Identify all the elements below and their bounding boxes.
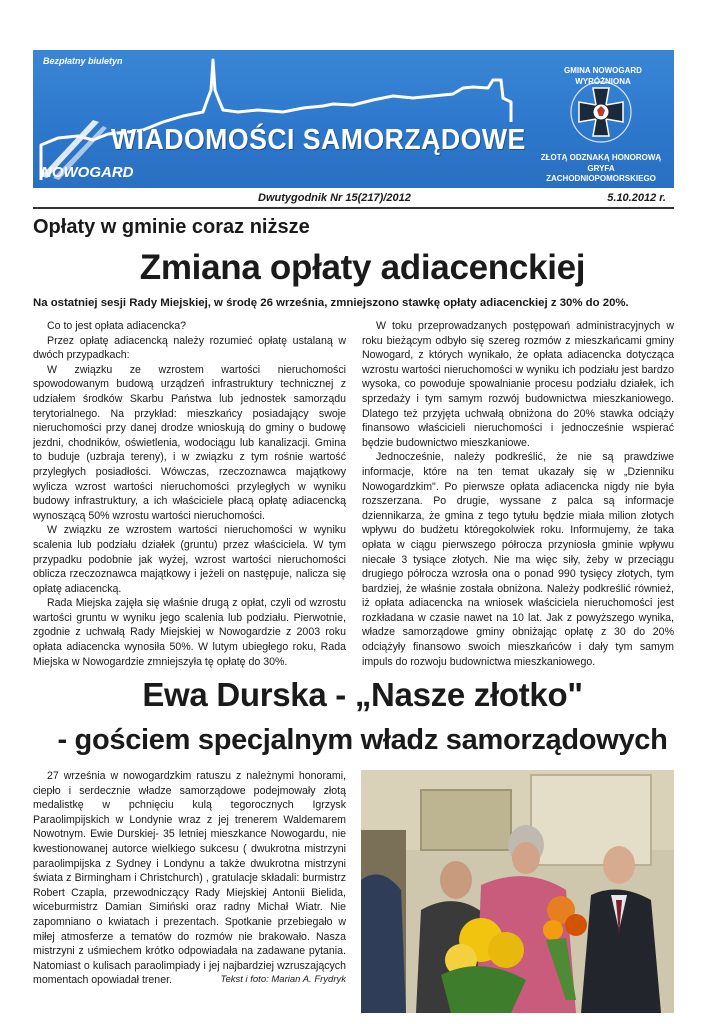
paragraph: W toku przeprowadzanych postępowań administracyjnych w roku bieżącym odbyło się szereg rozmów z mieszkańcami gminy Nowogard, z których wynikało, że opłata adiacencka dotycząca wzrostu wartości nieruchomości w wyniku ich podziału jest bardzo wysoka, co powoduje spowalnianie procesu podziału działek, ich sprzedaży i tym samym rozwój budownictwa mieszkaniowego. Dlatego też przyjęta uchwałą obniżona do 20% stawka odciąży finansowo właścicieli nieruchomości i jednocześnie wspierać będzie budownictwo mieszkaniowe. xyxy=(362,320,674,449)
issue-date: 5.10.2012 r. xyxy=(607,192,666,204)
article2-subheadline: - gościem specjalnym władz samorządowych xyxy=(57,724,668,756)
paragraph: W związku ze wzrostem wartości nieruchomości spowodowanym budową urządzeń infrastruktury technicznej z udziałem środków Skarbu Państwa lub jednostek samorządu terytorialnego. Na przykład: mieszkańcy posiadający swoje nieruchomości przy danej drodze wnioskują do gminy o budowę jezdni, chodników, oświetlenia, wodociągu lub kanalizacji. Gmina to buduje (uzbraja tereny), i w związku z tym rośnie wartość przyległych posiadłości. Wówczas, rzeczoznawca majątkowy wylicza wzrost wartości nieruchomości przyległych w wyniku budowy infrastruktury, a ich właściciele płacą opłatę adiacencką wynoszącą 50% wzrostu wartości nieruchomości. xyxy=(33,363,346,522)
paragraph: Co to jest opłata adiacencka? xyxy=(47,320,186,332)
paragraph: Rada Miejska zajęła się właśnie drugą z opłat, czyli od wzrostu wartości gruntu w wyniku jego scalenia lub podziału. Pierwotnie, zgodnie z uchwałą Rady Miejskiej w Nowogardzie z 2003 roku opłata adiacencka wynosiła 50%. W lutym ubiegłego roku, Rada Miejska w Nowogardzie zmniejszyła tę opłatę do 30%. xyxy=(33,597,346,668)
award-title: GMINA NOWOGARD xyxy=(564,66,642,75)
article2-body xyxy=(33,769,346,988)
article1-kicker: Opłaty w gminie coraz niższe xyxy=(33,216,310,238)
city-skyline-outline xyxy=(41,60,511,180)
paragraph: Jednocześnie, należy podkreślić, że nie są prawdziwe informacje, które na ten temat ukazały się w „Dzienniku Nowogardzkim". Po pierwsze opłata adiacencka nigdy nie była rozszerzana. Po drugie, wyssane z palca są informacje dziennikarza, że gmina z tego tytułu będzie miała milion złotych wpływu do budżetu któregokolwiek roku. Informujemy, że taka opłata w ciągu pierwszego półrocza przyniosła gminie wpływu niecałe 3 tysiące złotych. Nie ma więc siły, żeby w przeciągu drugiego półrocza wzrosła ona o ponad 990 tysięcy złotych, tym bardziej, że właśnie została obniżona. Należy podkreślić również, iż opłata adiacencka na wniosek właściciela nieruchomości jest rozkładana w czasie nawet na 10 lat. Jak z powyższego wynika, władze samorządowe gminy obniżając opłatę z 30 do 20% odciążyły finansowo swoich mieszkańców i dały tym samym impuls do rozwoju budownictwa mieszkaniowego. xyxy=(362,451,674,668)
masthead-title: WIADOMOŚCI SAMORZĄDOWE xyxy=(111,124,526,156)
ceremony-photo xyxy=(361,770,674,1013)
masthead-city: NOWOGARD xyxy=(41,164,134,181)
ceremony-photo-illustration xyxy=(361,770,674,1013)
article1-column-1 xyxy=(33,319,346,669)
masthead xyxy=(33,50,674,188)
award-subtitle: WYRÓŻNIONA xyxy=(575,77,631,86)
article1-headline: Zmiana opłaty adiacenckiej xyxy=(139,248,586,287)
issue-info-bar xyxy=(33,191,674,209)
free-bulletin-label: Bezpłatny biuletyn xyxy=(43,56,123,66)
article1-lead: Na ostatniej sesji Rady Miejskiej, w środę 26 września, zmniejszono stawkę opłaty adiacenckiej z 30% do 20%. xyxy=(33,297,629,309)
article2-headline: Ewa Durska - „Nasze złotko" xyxy=(142,676,583,713)
article1-column-2 xyxy=(362,319,674,669)
paragraph: W związku ze wzrostem wartości nieruchomości w wyniku scalenia lub podziału działek (gruntu) przez właściciela. W tym przypadku podobnie jak wyżej, wzrost wartości nieruchomości oblicza rzeczoznawca majątkowy i jeżeli on następuje, nalicza się opłatę adiacencką. xyxy=(33,524,346,595)
paragraph: Przez opłatę adiacencką należy rozumieć opłatę ustalaną w dwóch przypadkach: xyxy=(33,334,346,362)
paragraph: 27 września w nowogardzkim ratuszu z należnymi honorami, ciepło i serdecznie władze samorządowe podejmowały złotą medalistkę w pchnięciu kulą tegorocznych Igrzysk Paraolimpijskich w Londynie wraz z jej trenerem Waldemarem Nowotnym. Ewie Durskiej- 35 letniej mieszkance Nowogardu, nie kwestionowanej autorce wielkiego sukcesu ( dwukrotna mistrzyni paraolimpijska z Sydney i Londynu a także dwukrotna mistrzyni świata z Birmingham i Christchurch) , gratulacje składali: burmistrz Robert Czapla, przewodniczący Rady Miejskiej Antonii Bielida, wiceburmistrz Damian Simiński oraz radny Michał Wiatr. Nie zapomniano o kwiatach i prezentach. Spotkanie przebiegało w miłej atmosferze a tematów do rozmów nie brakowało. Nasza mistrzyni z uśmiechem krótko odpowiadała na zadawane pytania. Natomiast o kulisach paraolimpiady i jej najbardziej wzruszających momentach opowiadał trener. xyxy=(33,770,346,987)
award-description: ZŁOTĄ ODZNAKĄ HONOROWĄ GRYFA ZACHODNIOPOMORSKIEGO xyxy=(540,153,662,183)
issue-number: Dwutygodnik Nr 15(217)/2012 xyxy=(258,192,411,204)
photo-credit: Tekst i foto: Marian A. Frydryk xyxy=(220,974,346,985)
